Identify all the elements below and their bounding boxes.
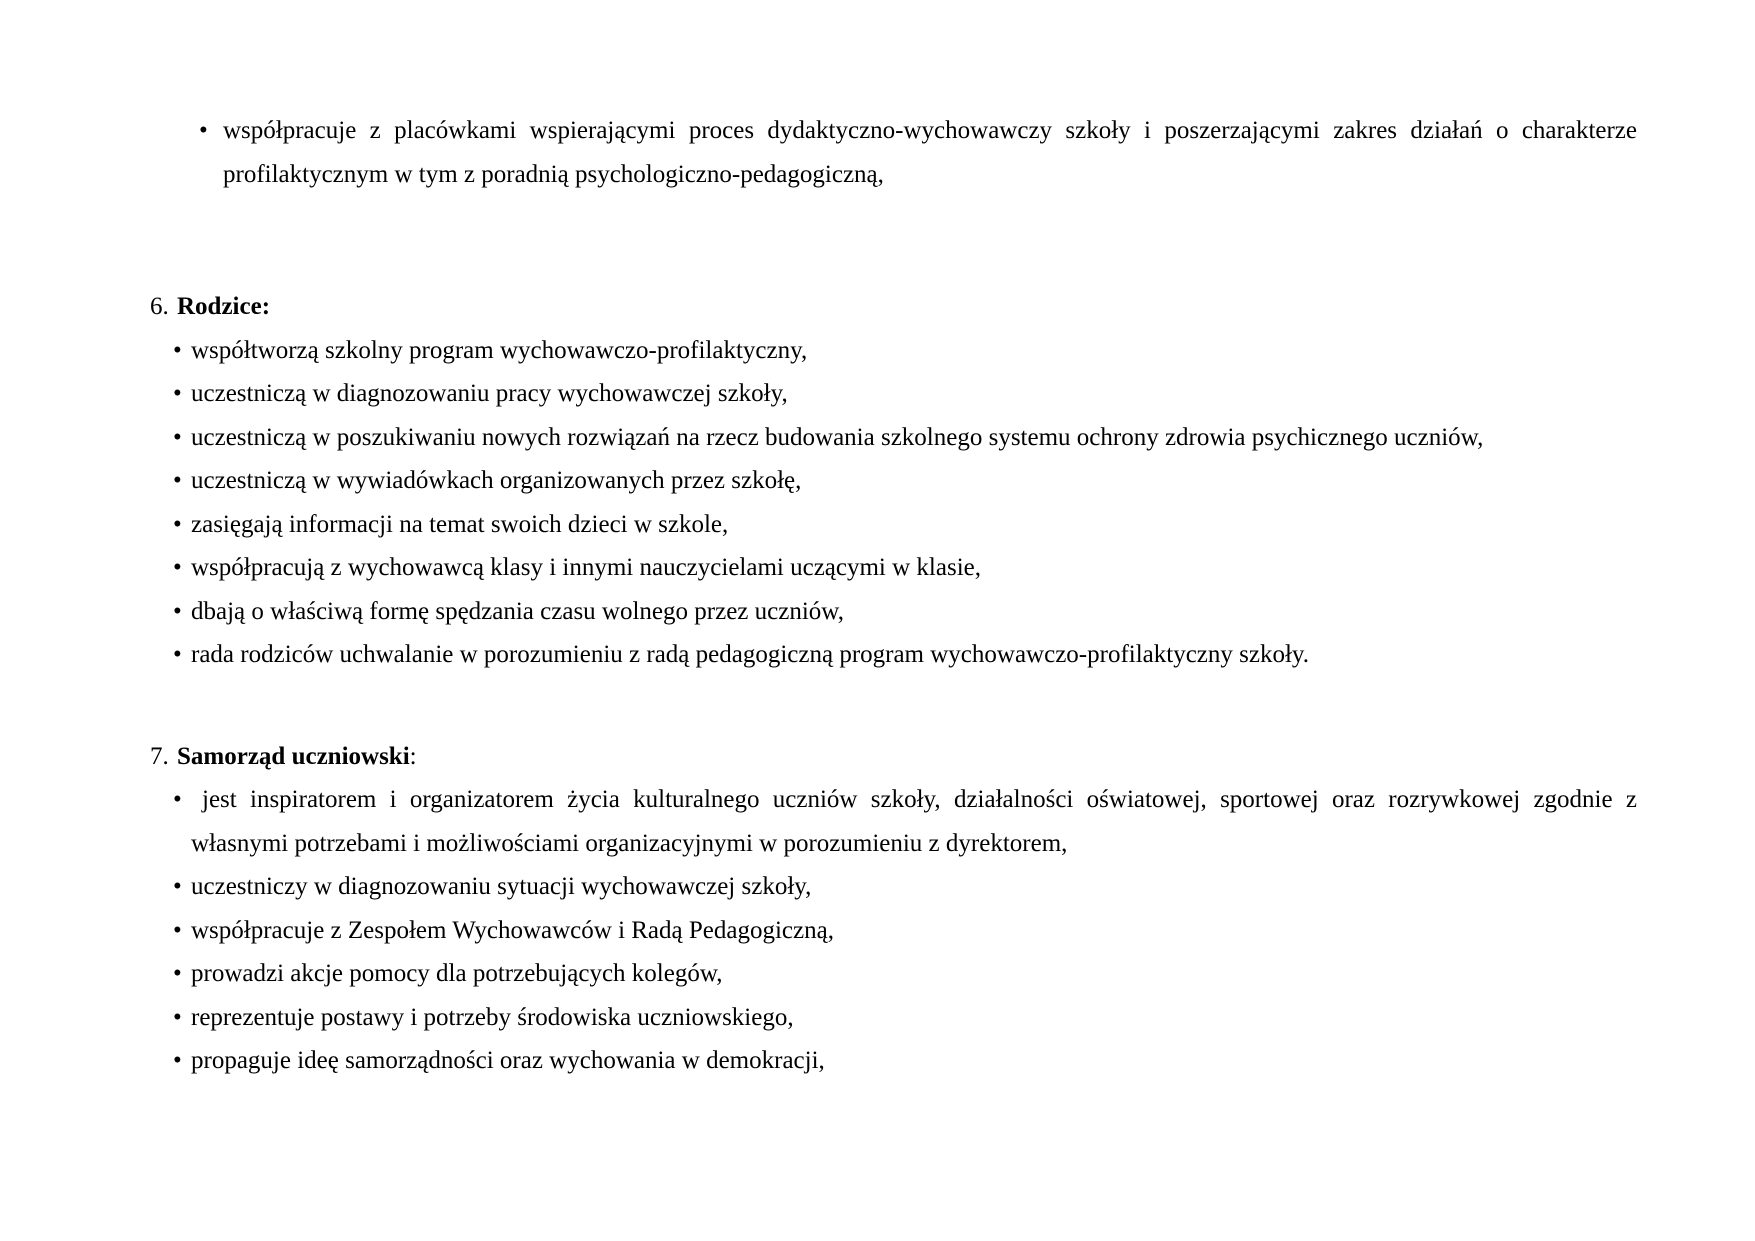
list-item <box>0 329 1755 373</box>
list-item-text: współpracują z wychowawcą klasy i innymi nauczycielami uczącymi w klasie, <box>191 554 981 581</box>
section-6-list <box>0 329 1755 677</box>
list-item <box>0 546 1755 590</box>
section-7-list <box>0 778 1755 1083</box>
bullet-icon: • <box>173 641 182 668</box>
intro-bullet-line-2: profilaktycznym w tym z poradnią psychologiczno-pedagogiczną, <box>223 160 884 188</box>
list-item-text: uczestniczą w poszukiwaniu nowych rozwiązań na rzecz budowania szkolnego systemu ochrony zdrowia psychicznego uczniów, <box>191 423 1484 451</box>
bullet-icon: • <box>173 1003 182 1031</box>
section-7-title: Samorząd uczniowski <box>177 742 410 770</box>
bullet-icon: • <box>199 117 208 144</box>
bullet-icon: • <box>173 960 182 987</box>
bullet-icon: • <box>173 380 182 407</box>
list-item <box>0 503 1755 547</box>
lead-bullet-line-2: własnymi potrzebami i możliwościami organizacyjnymi w porozumieniu z dyrektorem, <box>191 829 1068 857</box>
list-item-text: reprezentuje postawy i potrzeby środowiska uczniowskiego, <box>191 1003 794 1031</box>
list-item <box>0 865 1755 909</box>
list-item-text: zasięgają informacji na temat swoich dzieci w szkole, <box>191 510 729 538</box>
section-6-heading <box>0 285 1755 329</box>
bullet-icon: • <box>173 423 182 451</box>
list-item-text: uczestniczą w diagnozowaniu pracy wychowawczej szkoły, <box>191 380 788 407</box>
list-item <box>0 372 1755 416</box>
list-item-text: dbają o właściwą formę spędzania czasu wolnego przez uczniów, <box>191 597 844 625</box>
bullet-icon: • <box>173 336 182 364</box>
list-item <box>0 416 1755 460</box>
intro-bullet-line-1: współpracuje z placówkami wspierającymi proces dydaktyczno-wychowawczy szkoły i poszerzającymi zakres działań o charakterze <box>223 117 1637 144</box>
bullet-icon: • <box>173 597 182 625</box>
list-item <box>0 778 1755 865</box>
list-item-text: rada rodziców uchwalanie w porozumieniu z radą pedagogiczną program wychowawczo-profilaktyczny szkoły. <box>191 641 1310 668</box>
bullet-icon: • <box>173 554 182 581</box>
section-6-number: 6. <box>150 293 169 320</box>
list-item-text: współpracuje z Zespołem Wychowawców i Radą Pedagogiczną, <box>191 916 834 944</box>
list-item <box>0 590 1755 634</box>
list-item <box>0 1039 1755 1083</box>
list-item-text: współtworzą szkolny program wychowawczo-profilaktyczny, <box>191 336 808 364</box>
list-item-text <box>191 778 1637 865</box>
list-item <box>0 909 1755 953</box>
section-6-title: Rodzice: <box>177 293 271 320</box>
list-item-text: uczestniczą w wywiadówkach organizowanych przez szkołę, <box>191 467 802 494</box>
bullet-icon: • <box>173 916 182 944</box>
section-7-heading <box>0 735 1755 779</box>
list-item <box>0 996 1755 1040</box>
list-item-text: prowadzi akcje pomocy dla potrzebujących kolegów, <box>191 960 723 987</box>
intro-bullet-item <box>0 109 1755 196</box>
intro-bullet-text <box>223 109 1637 196</box>
list-item-text: uczestniczy w diagnozowaniu sytuacji wychowawczej szkoły, <box>191 873 812 900</box>
bullet-icon: • <box>173 510 182 538</box>
bullet-icon: • <box>173 467 182 494</box>
list-item <box>0 633 1755 677</box>
lead-bullet-line-1: jest inspiratorem i organizatorem życia kulturalnego uczniów szkoły, działalności oświatowej, sportowej oraz rozrywkowej zgodnie z <box>202 786 1637 813</box>
bullet-icon: • <box>173 1047 182 1074</box>
list-item-text: propaguje ideę samorządności oraz wychowania w demokracji, <box>191 1047 825 1074</box>
bullet-icon: • <box>173 786 182 813</box>
bullet-icon: • <box>173 873 182 900</box>
section-7-title-suffix: : <box>409 742 417 770</box>
list-item <box>0 459 1755 503</box>
list-item <box>0 952 1755 996</box>
section-7-number: 7. <box>150 742 169 770</box>
